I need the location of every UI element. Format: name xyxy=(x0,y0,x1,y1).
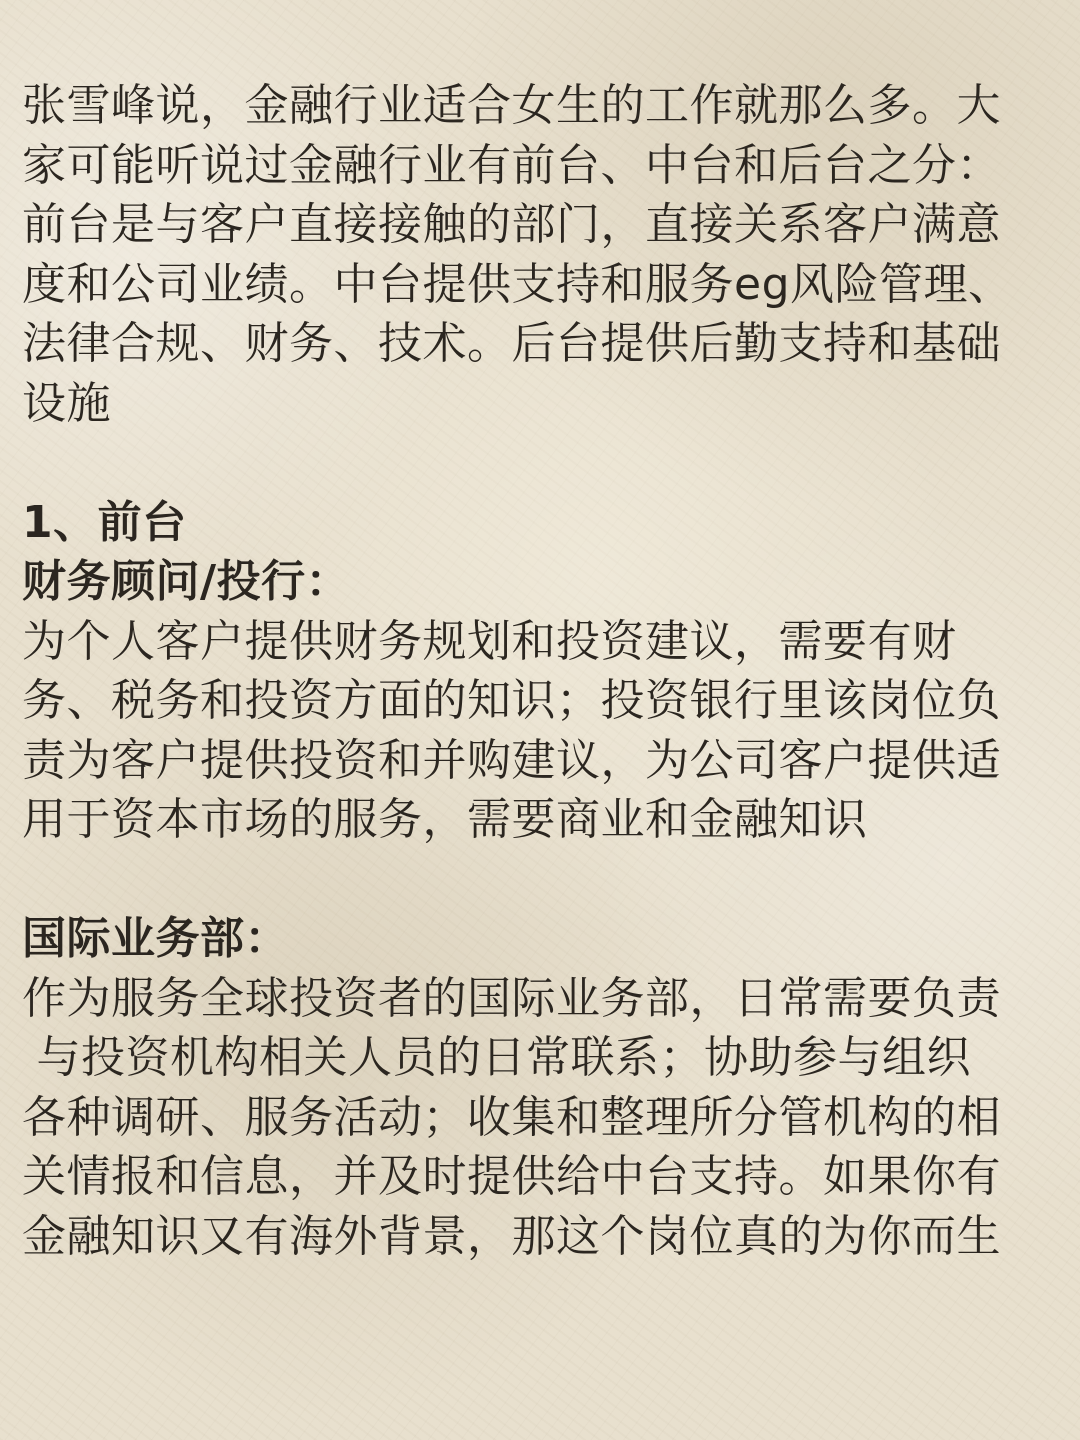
intro-line: 度和公司业绩。中台提供支持和服务eg风险管理、 xyxy=(22,258,1013,310)
role-description-line: 务、税务和投资方面的知识；投资银行里该岗位负 xyxy=(22,675,1001,726)
section-front-office xyxy=(22,493,1062,850)
role-description-line: 作为服务全球投资者的国际业务部，日常需要负责 xyxy=(22,972,1001,1024)
intro-line: 家可能听说过金融行业有前台、中台和后台之分： xyxy=(22,139,1001,191)
intro-line: 张雪峰说，金融行业适合女生的工作就那么多。大 xyxy=(22,80,1001,131)
role-title-financial-advisor: 财务顾问/投行： xyxy=(22,556,351,607)
paragraph-gap xyxy=(22,850,1062,910)
section-international xyxy=(22,909,1062,1266)
intro-line: 法律合规、财务、技术。后台提供后勤支持和基础 xyxy=(22,318,1001,369)
intro-paragraph xyxy=(22,76,1062,433)
role-description-line: 关情报和信息，并及时提供给中台支持。如果你有 xyxy=(22,1151,1001,1202)
role-description-line: 为个人客户提供财务规划和投资建议，需要有财 xyxy=(22,615,957,667)
article-body xyxy=(22,76,1062,1266)
role-description-line: 金融知识又有海外背景，那这个岗位真的为你而生 xyxy=(22,1210,1001,1262)
role-description-line: 各种调研、服务活动；收集和整理所分管机构的相 xyxy=(22,1091,1001,1143)
intro-line: 设施 xyxy=(22,377,111,429)
role-description-line: 用于资本市场的服务，需要商业和金融知识 xyxy=(22,794,868,845)
role-description-line: 与投资机构相关人员的日常联系；协助参与组织 xyxy=(22,1032,971,1083)
paragraph-gap xyxy=(22,433,1062,493)
role-title-international-business: 国际业务部： xyxy=(22,913,289,964)
intro-line: 前台是与客户直接接触的部门，直接关系客户满意 xyxy=(22,199,1001,250)
section-heading: 1、前台 xyxy=(22,496,187,548)
role-description-line: 责为客户提供投资和并购建议，为公司客户提供适 xyxy=(22,734,1001,786)
